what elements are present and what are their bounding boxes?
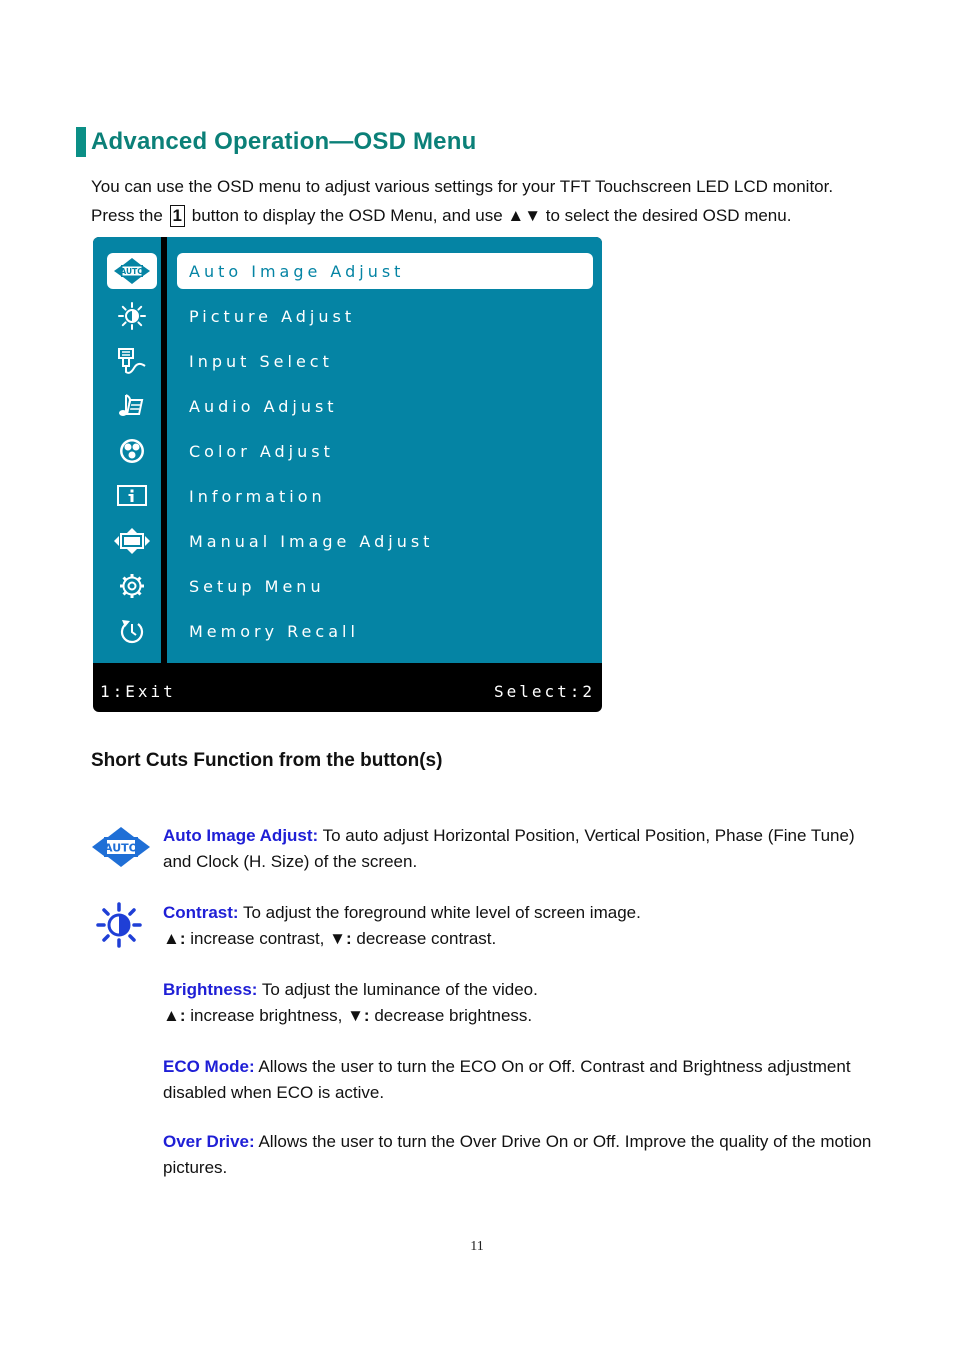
- shortcut-auto-image-adjust: [163, 823, 873, 874]
- svg-text:AUTO: AUTO: [120, 267, 144, 277]
- osd-menu-item-picture-adjust[interactable]: Picture Adjust: [189, 306, 356, 326]
- osd-icon-audio[interactable]: [107, 388, 157, 424]
- svg-text:AUTO: AUTO: [104, 841, 138, 855]
- shortcut-description: To adjust the luminance of the video.: [261, 980, 538, 999]
- osd-select-hint: Select:2: [493, 681, 595, 701]
- up-arrow-label: ▲:: [163, 1005, 186, 1025]
- shortcut-term: ECO Mode:: [163, 1057, 255, 1076]
- osd-menu-item-manual-image-adjust[interactable]: Manual Image Adjust: [189, 531, 434, 551]
- osd-menu-item-information[interactable]: Information: [189, 486, 326, 506]
- shortcut-description: Allows the user to turn the ECO On or Off. Contrast and Brightness adjustment disabled when ECO is active.: [163, 1057, 851, 1102]
- osd-icon-input[interactable]: [107, 343, 157, 379]
- osd-icon-manual-adjust[interactable]: [107, 523, 157, 559]
- shortcut-description: To auto adjust Horizontal Position, Vertical Position, Phase (Fine Tune) and Clock (H. Size) of the screen.: [163, 826, 855, 871]
- shortcut-brightness: [163, 977, 873, 1028]
- recall-icon: [117, 616, 147, 646]
- shortcut-over-drive: [163, 1129, 873, 1180]
- up-description: increase contrast,: [190, 928, 325, 948]
- shortcut-term: Over Drive:: [163, 1132, 255, 1151]
- auto-icon: [90, 826, 152, 868]
- osd-icon-color[interactable]: [107, 433, 157, 469]
- intro-line-2-post: button to display the OSD Menu, and use ▲▼ to select the desired OSD menu.: [191, 206, 792, 225]
- osd-menu: [93, 237, 602, 712]
- shortcut-description: Allows the user to turn the Over Drive On or Off. Improve the quality of the motion pictures.: [163, 1132, 872, 1177]
- input-icon: [116, 346, 148, 376]
- heading-accent-bar: [76, 127, 86, 157]
- osd-menu-item-auto-image-adjust[interactable]: Auto Image Adjust: [177, 253, 593, 289]
- osd-exit-hint: 1:Exit: [100, 681, 176, 701]
- color-rgb-icon: [117, 436, 147, 466]
- intro-line-2: [91, 201, 891, 230]
- shortcut-eco-mode: [163, 1054, 873, 1105]
- down-description: decrease brightness.: [374, 1005, 533, 1025]
- info-icon: [116, 483, 148, 509]
- auto-icon: [110, 256, 154, 286]
- brightness-icon: [117, 301, 147, 331]
- section-heading: [76, 126, 476, 158]
- osd-menu-item-memory-recall[interactable]: Memory Recall: [189, 621, 359, 641]
- shortcuts-heading: Short Cuts Function from the button(s): [91, 750, 443, 771]
- down-arrow-label: ▼:: [347, 1005, 370, 1025]
- intro-line-1: You can use the OSD menu to adjust various settings for your TFT Touchscreen LED LCD monitor.: [91, 177, 834, 196]
- osd-icon-setup[interactable]: [107, 568, 157, 604]
- shortcut-description: To adjust the foreground white level of screen image.: [242, 903, 641, 922]
- intro-paragraph: [91, 172, 891, 230]
- osd-icon-information[interactable]: [107, 478, 157, 514]
- shortcut-term: Auto Image Adjust:: [163, 826, 319, 845]
- osd-icon-picture[interactable]: [107, 298, 157, 334]
- page-title: Advanced Operation—OSD Menu: [91, 128, 477, 155]
- intro-line-2-pre: Press the: [91, 206, 163, 225]
- page-number: 11: [470, 1239, 484, 1254]
- osd-menu-item-audio-adjust[interactable]: Audio Adjust: [189, 396, 338, 416]
- osd-menu-item-input-select[interactable]: Input Select: [189, 351, 333, 371]
- osd-menu-item-color-adjust[interactable]: Color Adjust: [189, 441, 334, 461]
- shortcut-contrast: [163, 900, 873, 951]
- audio-icon: [116, 391, 148, 421]
- down-arrow-label: ▼:: [329, 928, 352, 948]
- up-arrow-label: ▲:: [163, 928, 186, 948]
- shortcut-term: Brightness:: [163, 980, 258, 999]
- shortcut-term: Contrast:: [163, 903, 239, 922]
- brightness-icon: [95, 901, 143, 949]
- gear-icon: [117, 571, 147, 601]
- osd-menu-item-setup-menu[interactable]: Setup Menu: [189, 576, 325, 596]
- key-1-box: 1: [170, 205, 185, 227]
- manual-adjust-icon: [112, 526, 152, 556]
- osd-icon-auto[interactable]: [107, 253, 157, 289]
- down-description: decrease contrast.: [356, 928, 497, 948]
- up-description: increase brightness,: [190, 1005, 343, 1025]
- osd-icon-memory-recall[interactable]: [107, 613, 157, 649]
- osd-footer: [93, 670, 602, 712]
